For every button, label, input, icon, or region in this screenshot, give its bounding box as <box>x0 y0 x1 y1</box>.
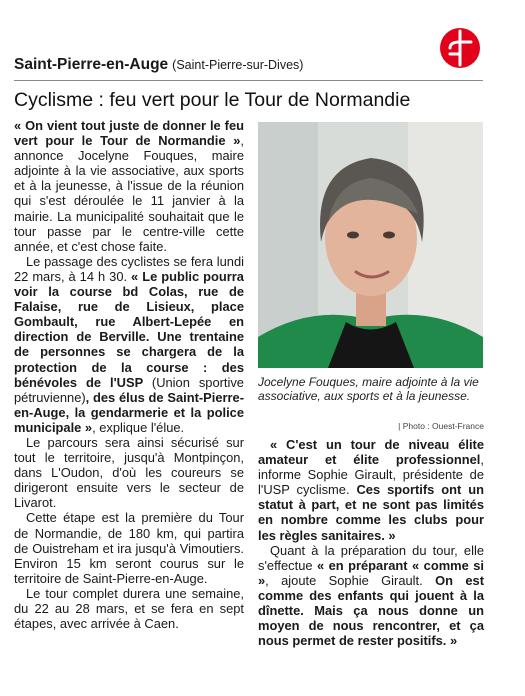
text-run: , annonce Jocelyne Fouques, maire adjointe à la vie associative, aux sports et à la jeunesse, à l'issue de la réunion qui s'est déroulée le 11 janvier à la mairie. La municipalité souhaitait que le tour passe par le centre-ville cette année, et c'est chose faite. <box>14 133 244 254</box>
text-run: Le tour complet durera une semaine, du 22 au 28 mars, et se fera en sept étapes, avec arrivée à Caen. <box>14 585 244 632</box>
text-run: Quant à la préparation du tour, elle s'effectue <box>258 542 484 573</box>
header-location <box>14 56 483 74</box>
photo-credit: | Photo : Ouest-France <box>398 421 484 431</box>
article-paragraph <box>14 586 244 631</box>
photo-caption: Jocelyne Fouques, maire adjointe à la vie associative, aux sports et à la jeunesse. <box>258 375 479 404</box>
article-column-2 <box>258 437 484 648</box>
portrait-photo <box>258 122 483 368</box>
text-run: , informe Sophie Girault, présidente de l'USP cyclisme. <box>258 452 484 498</box>
subtown-name: (Saint-Pierre-sur-Dives) <box>172 58 304 72</box>
quote-run: « en préparant « comme si » <box>258 557 484 588</box>
text-run: Le passage des cyclistes se fera lundi 22 mars, à 14 h 30. <box>14 253 244 284</box>
article-paragraph <box>258 437 484 543</box>
quote-run: Ces sportifs ont un statut à part, et ne sont pas limités en nombre comme les clubs pour les règles sanitaires. » <box>258 482 485 543</box>
article-paragraph <box>14 510 244 585</box>
text-run: , explique l'élue. <box>92 419 185 435</box>
town-name: Saint-Pierre-en-Auge <box>14 56 169 73</box>
text-run: , ajoute Sophie Girault. <box>265 572 436 588</box>
text-run: (Union sportive pétruvienne) <box>14 374 244 405</box>
article-headline: Cyclisme : feu vert pour le Tour de Normandie <box>14 89 411 111</box>
header-rule <box>14 80 483 81</box>
article-paragraph <box>14 254 244 435</box>
quote-run: On est comme des enfants qui jouent à la dînette. Mais ça nous donne un moyen de nous rencontrer, et ça nous permet de rester positifs. » <box>258 572 484 649</box>
article-paragraph <box>258 543 484 649</box>
article-column-1 <box>14 118 244 631</box>
quote-run: « C'est un tour de niveau élite amateur et élite professionnel <box>258 437 484 468</box>
article-paragraph <box>14 118 244 254</box>
article-paragraph <box>14 435 244 510</box>
quote-run: , des élus de Saint-Pierre-en-Auge, la gendarmerie et la police municipale » <box>14 389 244 435</box>
quote-run: « On vient tout juste de donner le feu vert pour le Tour de Normandie » <box>14 118 244 149</box>
text-run: Le parcours sera ainsi sécurisé sur tout le territoire, jusqu'à Montpinçon, dans L'Oudon, d'où les coureurs se dirigeront ensuite vers le secteur de Livarot. <box>14 434 244 511</box>
text-run: Cette étape est la première du Tour de Normandie, de 180 km, qui partira de Ouistreham et ira jusqu'à Vimoutiers. Environ 15 km seront courus sur le territoire de Saint-Pierre-en-Auge. <box>14 510 244 586</box>
quote-run: « Le public pourra voir la course bd Colas, rue de Falaise, rue de Lisieux, place Gombault, rue Albert-Lepée en direction de Berville. Une trentaine de personnes se chargera de la protection de la course : des bénévoles de l'USP <box>14 268 244 390</box>
